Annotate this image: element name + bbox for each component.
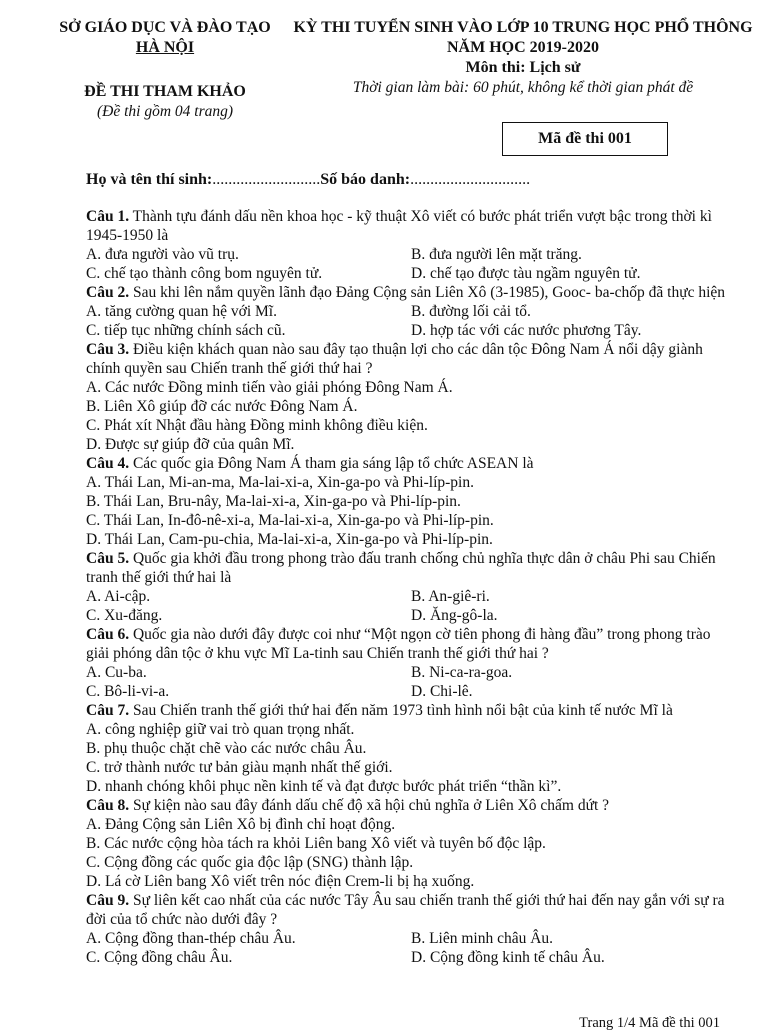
question-stem: Sự kiện nào sau đây đánh dấu chế độ xã hội chủ nghĩa ở Liên Xô chấm dứt ? bbox=[129, 797, 610, 814]
department-header bbox=[40, 18, 290, 122]
option-a: A. Đảng Cộng sản Liên Xô bị đình chỉ hoạt động. bbox=[86, 816, 396, 833]
option-b: B. An-giê-ri. bbox=[411, 588, 490, 605]
option-a: A. Thái Lan, Mi-an-ma, Ma-lai-xi-a, Xin-ga-po và Phi-líp-pin. bbox=[86, 474, 474, 491]
page-footer: Trang 1/4 Mã đề thi 001 bbox=[579, 1015, 720, 1031]
option-c: C. Xu-đăng. bbox=[86, 607, 163, 624]
option-c: C. Phát xít Nhật đầu hàng Đồng minh không điều kiện. bbox=[86, 417, 428, 434]
question-label: Câu 3. bbox=[86, 341, 130, 358]
pages-note: (Đề thi gồm 04 trang) bbox=[96, 103, 234, 120]
option-a: A. tăng cường quan hệ với Mĩ. bbox=[86, 303, 277, 320]
question-label: Câu 9. bbox=[86, 892, 130, 909]
question-3 bbox=[86, 340, 726, 378]
question-stem: Quốc gia nào dưới đây được coi như “Một ngọn cờ tiên phong đi hàng đầu” trong phong trào giải phóng dân tộc ở khu vực Mĩ La-tinh sau Chiến tranh thế giới thứ hai ? bbox=[86, 626, 711, 662]
option-d: D. Chi-lê. bbox=[411, 683, 473, 700]
option-row bbox=[86, 948, 726, 967]
option-d: D. Cộng đồng kinh tế châu Âu. bbox=[411, 949, 605, 966]
exam-subject: Môn thi: Lịch sử bbox=[465, 59, 581, 76]
candidate-name-label: Họ và tên thí sinh: bbox=[86, 171, 213, 188]
option-d: D. nhanh chóng khôi phục nền kinh tế và đạt được bước phát triển “thần kì”. bbox=[86, 778, 562, 795]
candidate-info bbox=[86, 170, 530, 190]
option-c: C. Cộng đồng châu Âu. bbox=[86, 949, 233, 966]
department-city: HÀ NỘI bbox=[135, 39, 195, 56]
option-row bbox=[86, 321, 726, 340]
question-label: Câu 2. bbox=[86, 284, 130, 301]
option-d: D. Lá cờ Liên bang Xô viết trên nóc điện Crem-li bị hạ xuống. bbox=[86, 873, 475, 890]
question-label: Câu 1. bbox=[86, 208, 130, 225]
question-stem: Sau Chiến tranh thế giới thứ hai đến năm 1973 tình hình nổi bật của kinh tế nước Mĩ là bbox=[129, 702, 673, 719]
question-6 bbox=[86, 625, 726, 663]
option-d: D. hợp tác với các nước phương Tây. bbox=[411, 322, 642, 339]
option-c: C. chế tạo thành công bom nguyên tử. bbox=[86, 265, 323, 282]
option-c: C. Thái Lan, In-đô-nê-xi-a, Ma-lai-xi-a, Xin-ga-po và Phi-líp-pin. bbox=[86, 512, 494, 529]
exam-type: ĐỀ THI THAM KHẢO bbox=[84, 83, 246, 100]
option-b: B. Ni-ca-ra-goa. bbox=[411, 664, 513, 681]
questions-section bbox=[86, 207, 726, 967]
option-b: B. Thái Lan, Bru-nây, Ma-lai-xi-a, Xin-ga-po và Phi-líp-pin. bbox=[86, 493, 461, 510]
option-b: B. đưa người lên mặt trăng. bbox=[411, 246, 582, 263]
option-row bbox=[86, 606, 726, 625]
question-label: Câu 8. bbox=[86, 797, 130, 814]
option-a: A. đưa người vào vũ trụ. bbox=[86, 246, 239, 263]
option-row bbox=[86, 587, 726, 606]
option-row bbox=[86, 682, 726, 701]
question-stem: Điều kiện khách quan nào sau đây tạo thuận lợi cho các dân tộc Đông Nam Á nổi dậy giành chính quyền sau Chiến tranh thế giới thứ hai ? bbox=[86, 341, 703, 377]
question-8 bbox=[86, 796, 726, 815]
question-label: Câu 4. bbox=[86, 455, 130, 472]
question-stem: Quốc gia khởi đầu trong phong trào đấu tranh chống chủ nghĩa thực dân ở châu Phi sau Chiến tranh thế giới thứ hai là bbox=[86, 550, 716, 586]
option-b: B. phụ thuộc chặt chẽ vào các nước châu Âu. bbox=[86, 740, 367, 757]
school-year: NĂM HỌC 2019-2020 bbox=[447, 39, 599, 56]
option-d: D. Được sự giúp đỡ của quân Mĩ. bbox=[86, 436, 295, 453]
option-d: D. Ăng-gô-la. bbox=[411, 607, 498, 624]
question-stem: Sau khi lên nắm quyền lãnh đạo Đảng Cộng sản Liên Xô (3-1985), Gooc- ba-chốp đã thực hiện bbox=[129, 284, 726, 301]
candidate-id-field: .............................. bbox=[410, 171, 531, 188]
option-row bbox=[86, 302, 726, 321]
option-d: D. Thái Lan, Cam-pu-chia, Ma-lai-xi-a, Xin-ga-po và Phi-líp-pin. bbox=[86, 531, 493, 548]
option-a: A. công nghiệp giữ vai trò quan trọng nhất. bbox=[86, 721, 355, 738]
option-a: A. Cu-ba. bbox=[86, 664, 147, 681]
exam-title: KỲ THI TUYỂN SINH VÀO LỚP 10 TRUNG HỌC PHỔ THÔNG bbox=[293, 19, 753, 36]
question-4 bbox=[86, 454, 726, 473]
option-a: A. Các nước Đồng minh tiến vào giải phóng Đông Nam Á. bbox=[86, 379, 453, 396]
question-stem: Sự liên kết cao nhất của các nước Tây Âu sau chiến tranh thế giới thứ hai đến nay gắn với sự ra đời của tổ chức nào dưới đây ? bbox=[86, 892, 725, 928]
option-row bbox=[86, 245, 726, 264]
question-label: Câu 6. bbox=[86, 626, 130, 643]
department-name: SỞ GIÁO DỤC VÀ ĐÀO TẠO bbox=[59, 19, 271, 36]
exam-code-box: Mã đề thi 001 bbox=[502, 122, 668, 156]
candidate-id-label: Số báo danh: bbox=[320, 171, 411, 188]
option-a: A. Cộng đồng than-thép châu Âu. bbox=[86, 930, 296, 947]
time-note: Thời gian làm bài: 60 phút, không kể thời gian phát đề bbox=[352, 79, 694, 96]
option-a: A. Ai-cập. bbox=[86, 588, 151, 605]
question-5 bbox=[86, 549, 726, 587]
question-label: Câu 7. bbox=[86, 702, 130, 719]
question-label: Câu 5. bbox=[86, 550, 130, 567]
option-b: B. Liên Xô giúp đỡ các nước Đông Nam Á. bbox=[86, 398, 358, 415]
question-stem: Các quốc gia Đông Nam Á tham gia sáng lập tổ chức ASEAN là bbox=[129, 455, 534, 472]
option-row bbox=[86, 929, 726, 948]
question-stem: Thành tựu đánh dấu nền khoa học - kỹ thuật Xô viết có bước phát triển vượt bậc trong thời kì 1945-1950 là bbox=[86, 208, 712, 244]
question-9 bbox=[86, 891, 726, 929]
option-c: C. Cộng đồng các quốc gia độc lập (SNG) thành lập. bbox=[86, 854, 414, 871]
option-c: C. trở thành nước tư bản giàu mạnh nhất thế giới. bbox=[86, 759, 393, 776]
option-row bbox=[86, 663, 726, 682]
candidate-name-field: ........................... bbox=[212, 171, 321, 188]
option-b: B. Liên minh châu Âu. bbox=[411, 930, 554, 947]
question-2 bbox=[86, 283, 726, 302]
question-1 bbox=[86, 207, 726, 245]
option-c: C. Bô-li-vi-a. bbox=[86, 683, 170, 700]
exam-header bbox=[292, 18, 754, 98]
option-c: C. tiếp tục những chính sách cũ. bbox=[86, 322, 286, 339]
option-b: B. đường lối cải tổ. bbox=[411, 303, 531, 320]
option-row bbox=[86, 264, 726, 283]
question-7 bbox=[86, 701, 726, 720]
option-b: B. Các nước cộng hòa tách ra khỏi Liên bang Xô viết và tuyên bố độc lập. bbox=[86, 835, 546, 852]
option-d: D. chế tạo được tàu ngầm nguyên tử. bbox=[411, 265, 641, 282]
